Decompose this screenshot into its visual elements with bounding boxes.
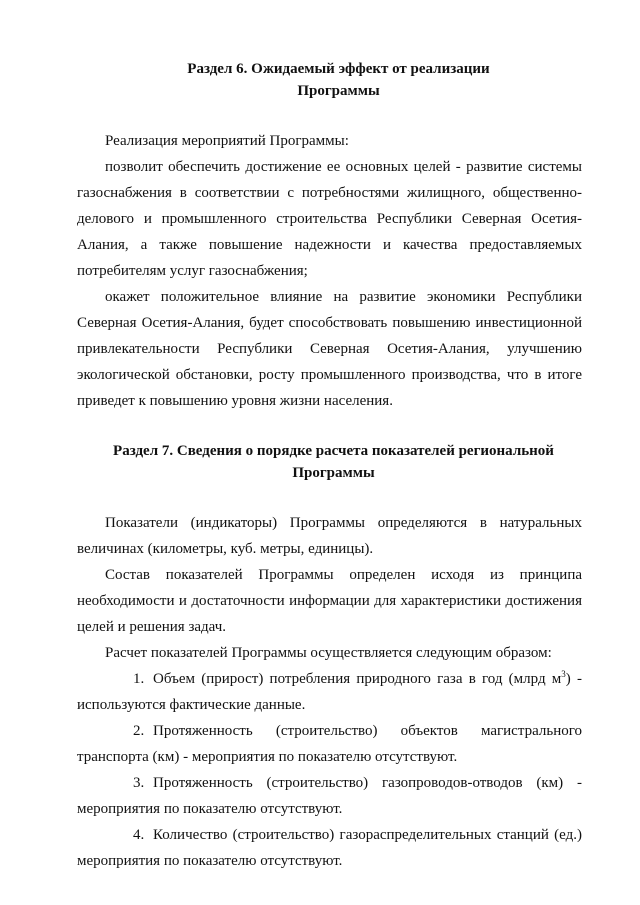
list-item-number: 2. (133, 723, 145, 739)
list-item-text: Объем (прирост) потребления природного газа в год (млрд м (153, 671, 562, 687)
list-item-number: 4. (133, 827, 145, 843)
section-7-heading (77, 440, 582, 484)
section-6-paragraph: позволит обеспечить достижение ее основных целей - развитие системы газоснабжения в соответствии с потребностями жилищного, общественно-делового и промышленного строительства Республики Северная Осетия-Алания, а также повышение надежности и качества предоставляемых потребителям услуг газоснабжения; (77, 159, 582, 279)
list-item (77, 666, 582, 718)
section-7-paragraph: Расчет показателей Программы осуществляется следующим образом: (105, 645, 552, 661)
section-7-title-line-2: Программы (292, 465, 375, 481)
list-item-text: Протяженность (строительство) объектов магистрального транспорта (км) - мероприятия по показателю отсутствуют. (77, 723, 582, 765)
section-7-title-line-1: Раздел 7. Сведения о порядке расчета показателей региональной (113, 443, 554, 459)
section-6-paragraph: окажет положительное влияние на развитие экономики Республики Северная Осетия-Алания, будет способствовать повышению инвестиционной привлекательности Республики Северная Осетия-Алания, улучшению экологической обстановки, росту промышленного производства, что в итоге приведет к повышению уровня жизни населения. (77, 289, 582, 409)
superscript: 3 (561, 669, 566, 679)
list-item-text-tail: ) - используются фактические данные. (77, 671, 582, 713)
list-item-number: 1. (133, 671, 145, 687)
section-6-body (77, 128, 582, 414)
section-6-title-line-2: Программы (297, 83, 380, 99)
list-item (77, 770, 582, 822)
section-6-heading (77, 58, 582, 102)
section-6-paragraph: Реализация мероприятий Программы: (105, 133, 349, 149)
list-item-text: Протяженность (строительство) газопроводов-отводов (км) - мероприятия по показателю отсутствуют. (77, 775, 582, 817)
list-item-text: Количество (строительство) газораспределительных станций (ед.) мероприятия по показателю отсутствуют. (77, 827, 582, 869)
section-7-paragraph: Показатели (индикаторы) Программы определяются в натуральных величинах (километры, куб. метры, единицы). (77, 515, 582, 557)
list-item (77, 718, 582, 770)
list-item (77, 822, 582, 874)
section-7-body (77, 510, 582, 874)
list-item-number: 3. (133, 775, 145, 791)
section-7-paragraph: Состав показателей Программы определен исходя из принципа необходимости и достаточности информации для характеристики достижения целей и решения задач. (77, 567, 582, 635)
section-6-title-line-1: Раздел 6. Ожидаемый эффект от реализации (187, 61, 490, 77)
